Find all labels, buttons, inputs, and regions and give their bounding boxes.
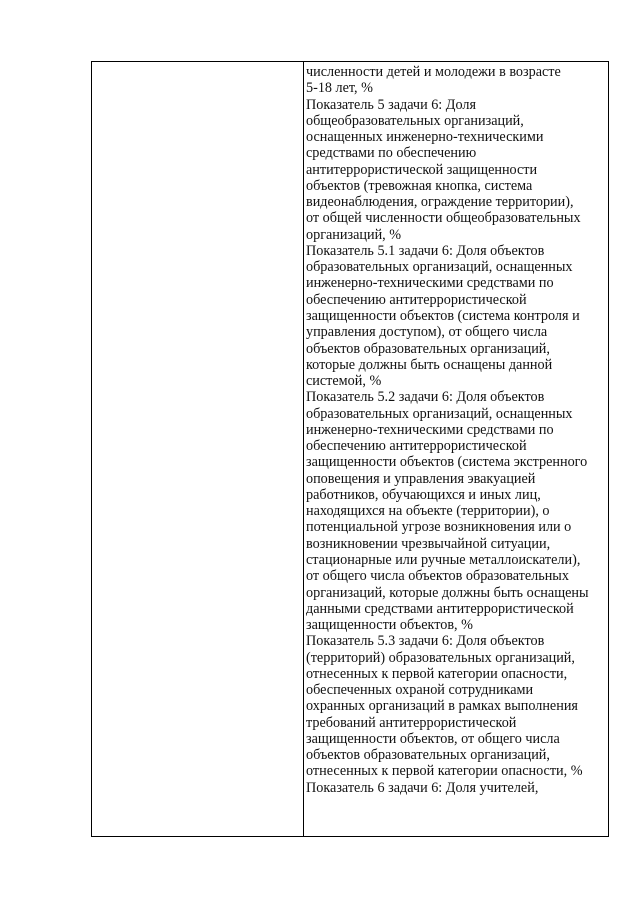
text-line: отнесенных к первой категории опасности, % xyxy=(306,763,583,780)
text-line: охранных организаций в рамках выполнения xyxy=(306,698,578,715)
text-line: инженерно-техническими средствами по xyxy=(306,275,554,292)
text-line: организаций, которые должны быть оснащены xyxy=(306,584,589,601)
indicator-table xyxy=(91,61,609,837)
text-line: Показатель 5.3 задачи 6: Доля объектов xyxy=(306,633,545,650)
text-line: требований антитеррористической xyxy=(306,714,517,731)
text-line: системой, % xyxy=(306,373,382,390)
text-line: Показатель 5 задачи 6: Доля xyxy=(306,96,476,113)
text-line: возникновении чрезвычайной ситуации, xyxy=(306,535,551,552)
text-line: образовательных организаций, оснащенных xyxy=(306,405,573,422)
text-line: 5-18 лет, % xyxy=(306,80,373,97)
text-line: объектов образовательных организаций, xyxy=(306,747,550,764)
text-line: антитеррористической защищенности xyxy=(306,161,538,178)
text-line: численности детей и молодежи в возрасте xyxy=(306,64,561,80)
text-line: объектов образовательных организаций, xyxy=(306,340,550,357)
text-line: оснащенных инженерно-техническими xyxy=(306,129,544,146)
text-line: (территорий) образовательных организаций, xyxy=(306,649,575,666)
text-line: обеспеченных охраной сотрудниками xyxy=(306,682,534,699)
text-line: стационарные или ручные металлоискатели), xyxy=(306,551,581,568)
text-line: защищенности объектов (система экстренного xyxy=(306,454,588,471)
indicator-text-block xyxy=(306,64,608,796)
text-line: защищенности объектов, % xyxy=(306,617,473,634)
text-line: работников, обучающихся и иных лиц, xyxy=(306,486,541,503)
text-line: которые должны быть оснащены данной xyxy=(306,356,553,373)
text-line: от общей численности общеобразовательных xyxy=(306,210,581,227)
text-line: отнесенных к первой категории опасности, xyxy=(306,665,568,682)
text-line: Показатель 5.2 задачи 6: Доля объектов xyxy=(306,389,545,406)
left-table-cell xyxy=(92,62,303,836)
text-line: оповещения и управления эвакуацией xyxy=(306,470,536,487)
right-table-cell xyxy=(304,62,608,836)
text-line: потенциальной угрозе возникновения или о xyxy=(306,519,572,536)
text-line: защищенности объектов, от общего числа xyxy=(306,730,560,747)
text-line: организаций, % xyxy=(306,226,402,243)
text-line: Показатель 5.1 задачи 6: Доля объектов xyxy=(306,242,545,259)
text-line: видеонаблюдения, ограждение территории), xyxy=(306,194,574,211)
text-line: Показатель 6 задачи 6: Доля учителей, xyxy=(306,779,539,796)
text-line: защищенности объектов (система контроля и xyxy=(306,307,580,324)
text-line: от общего числа объектов образовательных xyxy=(306,568,569,585)
text-line: управления доступом), от общего числа xyxy=(306,324,548,341)
text-line: образовательных организаций, оснащенных xyxy=(306,259,573,276)
text-line: обеспечению антитеррористической xyxy=(306,438,527,455)
text-line: обеспечению антитеррористической xyxy=(306,291,527,308)
text-line: общеобразовательных организаций, xyxy=(306,112,524,129)
text-line: объектов (тревожная кнопка, система xyxy=(306,177,533,194)
text-line: инженерно-техническими средствами по xyxy=(306,421,554,438)
text-line: находящихся на объекте (территории), о xyxy=(306,503,550,520)
text-line: данными средствами антитеррористической xyxy=(306,600,574,617)
text-line: средствами по обеспечению xyxy=(306,145,477,162)
